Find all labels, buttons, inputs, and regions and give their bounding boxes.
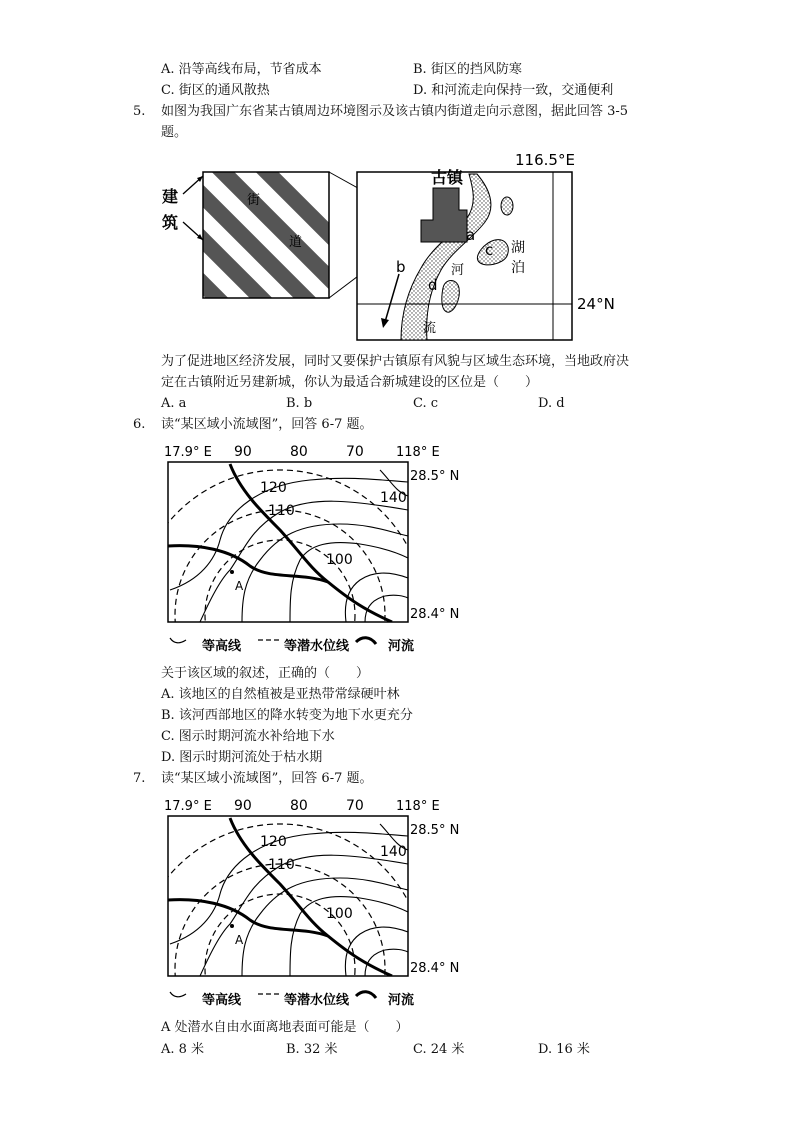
map2-point-a-label: A bbox=[235, 933, 244, 947]
q6-number: 6. bbox=[133, 417, 146, 432]
map2-lat-south: 28.4° N bbox=[410, 961, 460, 976]
lake-label-1: 湖 bbox=[511, 240, 525, 256]
q7-option-d[interactable]: D. 16 米 bbox=[538, 1042, 590, 1057]
q5-intro-line2: 题。 bbox=[161, 125, 188, 140]
q6-option-a[interactable]: A. 该地区的自然植被是亚热带常绿硬叶林 bbox=[161, 687, 400, 702]
q5-question-line2: 定在古镇附近另建新城，你认为最适合新城建设的区位是（ ） bbox=[161, 375, 539, 390]
map2-lon-west: 17.9° E bbox=[164, 799, 212, 814]
q5-question-line1: 为了促进地区经济发展，同时又要保护古镇原有风貌与区域生态环境，当地政府决 bbox=[161, 354, 630, 369]
map1-lon-east: 118° E bbox=[396, 445, 440, 460]
map1-contour-100-label: 100 bbox=[326, 552, 353, 568]
q5-option-c[interactable]: C. c bbox=[413, 396, 439, 411]
q6-option-c[interactable]: C. 图示时期河流水补给地下水 bbox=[161, 729, 335, 744]
town-map-figure bbox=[155, 148, 625, 348]
watershed-map-2 bbox=[160, 794, 480, 1014]
street-label-1: 街 bbox=[247, 193, 261, 208]
map2-contour-90-label: 90 bbox=[234, 798, 252, 814]
q4-option-a[interactable]: A. 沿等高线布局，节省成本 bbox=[161, 62, 322, 77]
q5-option-b[interactable]: B. b bbox=[286, 396, 313, 411]
map1-legend-river: 河流 bbox=[388, 639, 415, 654]
site-d-label: d bbox=[428, 276, 438, 294]
street-pattern bbox=[165, 148, 355, 348]
town-label: 古镇 bbox=[431, 168, 464, 187]
q6-intro: 读“某区域小流域图”，回答 6-7 题。 bbox=[161, 417, 373, 432]
map2-contour-70-label: 70 bbox=[346, 798, 364, 814]
map1-contour-90-label: 90 bbox=[234, 444, 252, 460]
q4-option-b[interactable]: B. 街区的挡风防寒 bbox=[413, 62, 522, 77]
map2-contour-100-label: 100 bbox=[326, 906, 353, 922]
river-label-1: 河 bbox=[451, 263, 465, 278]
q5-number: 5. bbox=[133, 104, 146, 119]
building-label-1: 建 bbox=[162, 187, 179, 206]
q7-option-a[interactable]: A. 8 米 bbox=[161, 1042, 205, 1057]
q7-option-c[interactable]: C. 24 米 bbox=[413, 1042, 465, 1057]
map1-contour-70-label: 70 bbox=[346, 444, 364, 460]
map1-point-a bbox=[230, 570, 234, 574]
map1-legend-contour: 等高线 bbox=[202, 639, 242, 654]
map2-contour-110-label: 110 bbox=[268, 857, 295, 873]
map1-lat-north: 28.5° N bbox=[410, 469, 460, 484]
q6-option-d[interactable]: D. 图示时期河流处于枯水期 bbox=[161, 750, 323, 765]
q7-number: 7. bbox=[133, 771, 146, 786]
map1-contour-80-label: 80 bbox=[290, 444, 308, 460]
map1-point-a-label: A bbox=[235, 579, 244, 593]
area-map bbox=[357, 172, 572, 340]
map2-legend-watertable: 等潜水位线 bbox=[284, 993, 350, 1008]
map1-legend-watertable: 等潜水位线 bbox=[284, 639, 350, 654]
site-b-label: b bbox=[396, 258, 406, 276]
map2-contour-140-label: 140 bbox=[380, 844, 407, 860]
q5-option-a[interactable]: A. a bbox=[161, 396, 187, 411]
q6-option-b[interactable]: B. 该河西部地区的降水转变为地下水更充分 bbox=[161, 708, 413, 723]
q5-option-d[interactable]: D. d bbox=[538, 396, 565, 411]
map1-contour-140-label: 140 bbox=[380, 490, 407, 506]
map2-lat-north: 28.5° N bbox=[410, 823, 460, 838]
street-label-2: 道 bbox=[289, 235, 303, 250]
map2-contour-120-label: 120 bbox=[260, 834, 287, 850]
site-a-label: a bbox=[466, 226, 476, 244]
lake-label-2: 泊 bbox=[511, 260, 525, 276]
building-label-2: 筑 bbox=[162, 213, 179, 232]
map2-legend-contour: 等高线 bbox=[202, 993, 242, 1008]
map2-point-a bbox=[230, 924, 234, 928]
watershed-map-1 bbox=[160, 440, 480, 660]
map2-contour-80-label: 80 bbox=[290, 798, 308, 814]
longitude-label: 116.5°E bbox=[515, 151, 575, 169]
q6-stem: 关于该区域的叙述，正确的（ ） bbox=[161, 666, 370, 681]
map1-lon-west: 17.9° E bbox=[164, 445, 212, 460]
latitude-label: 24°N bbox=[577, 295, 615, 313]
q5-intro-line1: 如图为我国广东省某古镇周边环境图示及该古镇内街道走向示意图，据此回答 3-5 bbox=[161, 104, 629, 119]
map2-lon-east: 118° E bbox=[396, 799, 440, 814]
site-c-label: c bbox=[485, 241, 494, 259]
q4-option-d[interactable]: D. 和河流走向保持一致，交通便利 bbox=[413, 83, 614, 98]
q7-stem: A 处潜水自由水面离地表面可能是（ ） bbox=[161, 1020, 409, 1035]
map1-contour-110-label: 110 bbox=[268, 503, 295, 519]
q7-intro: 读“某区域小流域图”，回答 6-7 题。 bbox=[161, 771, 373, 786]
q4-option-c[interactable]: C. 街区的通风散热 bbox=[161, 83, 270, 98]
river-label-2: 流 bbox=[423, 321, 437, 336]
map2-legend-river: 河流 bbox=[388, 993, 415, 1008]
map1-contour-120-label: 120 bbox=[260, 480, 287, 496]
q7-option-b[interactable]: B. 32 米 bbox=[286, 1042, 338, 1057]
map1-lat-south: 28.4° N bbox=[410, 607, 460, 622]
